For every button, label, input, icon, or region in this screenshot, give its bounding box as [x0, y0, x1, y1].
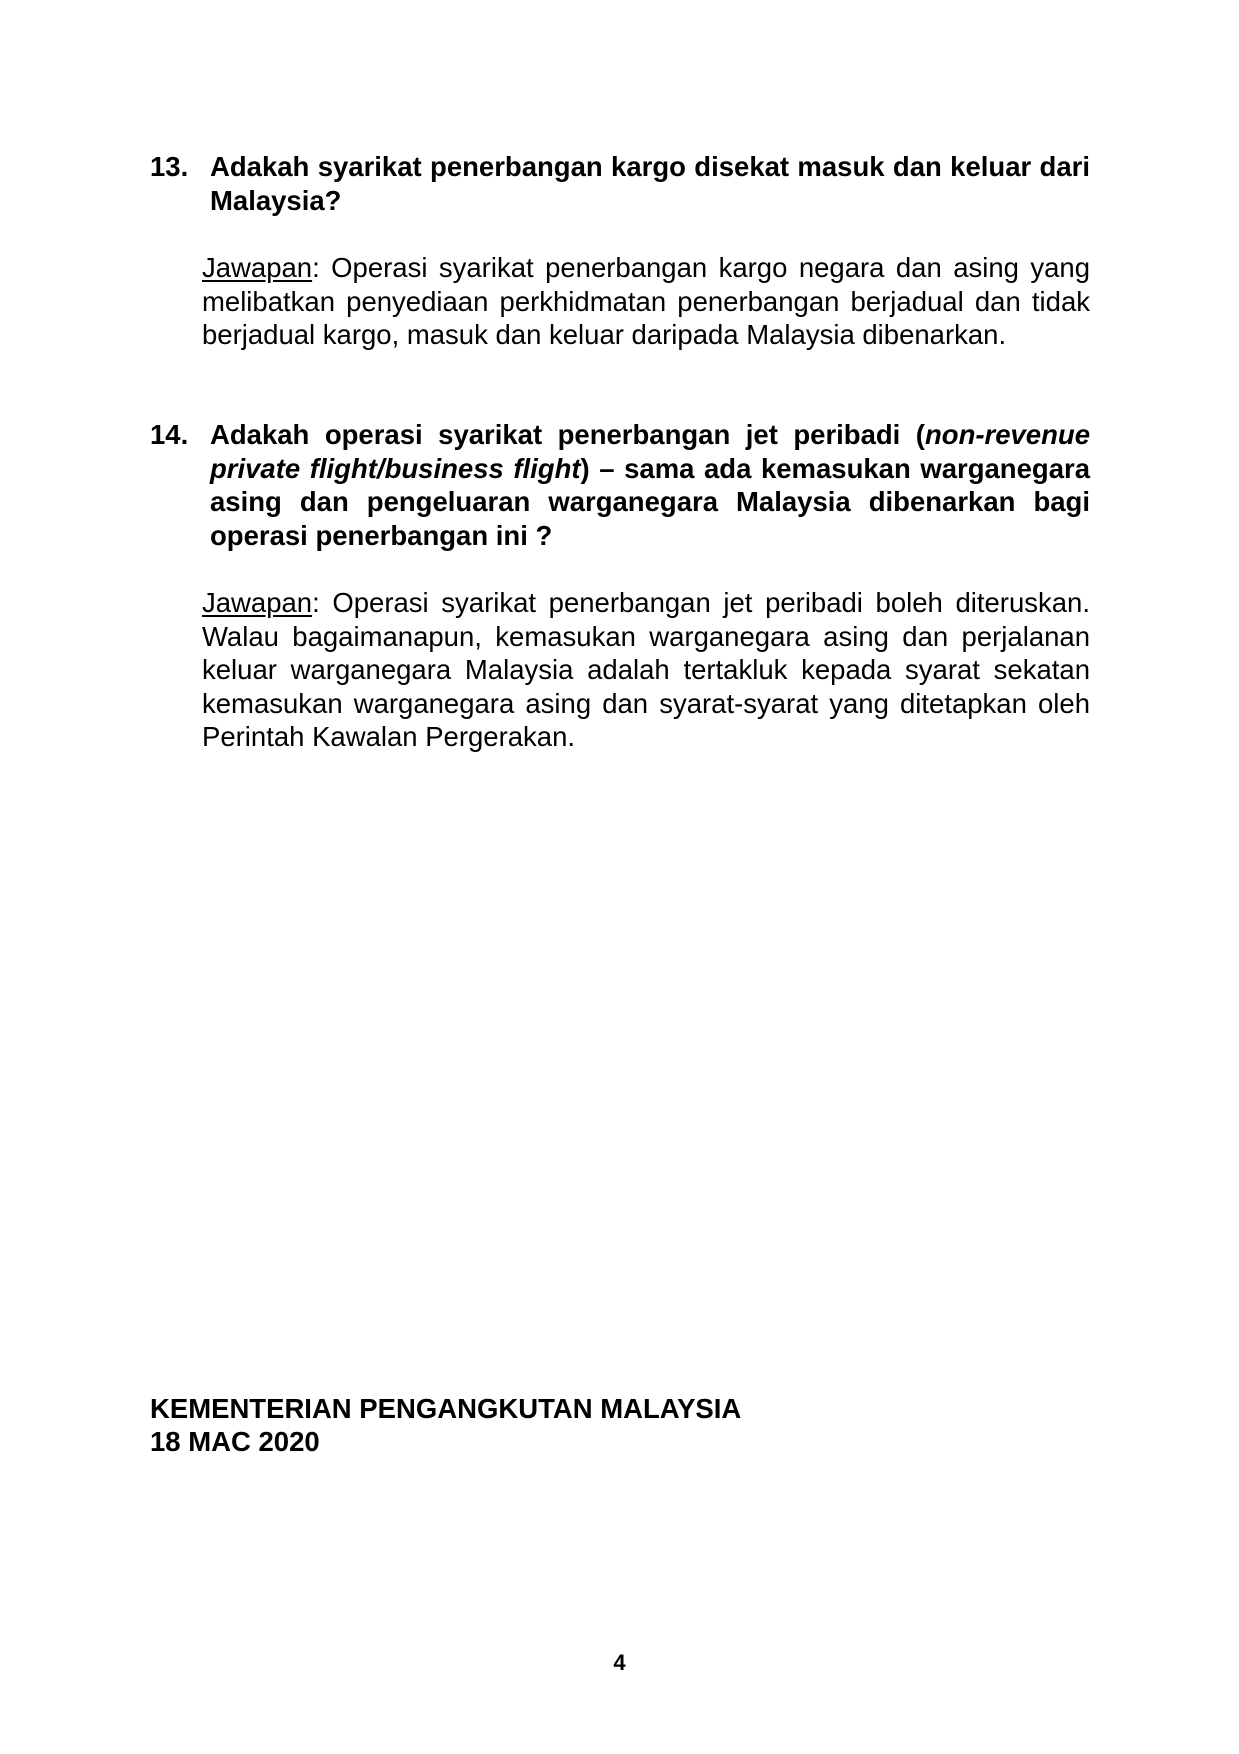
- answer-label: Jawapan: [202, 252, 313, 283]
- footer-signature: [150, 1392, 741, 1458]
- answer-14: [202, 586, 1090, 754]
- question-text-italic: non-revenue private flight/business flight: [210, 419, 1090, 484]
- question-13: [150, 150, 1090, 217]
- qa-item-13: [150, 150, 1090, 352]
- answer-13: [202, 251, 1090, 352]
- question-text: [210, 418, 1090, 552]
- answer-label: Jawapan: [202, 587, 313, 618]
- page-number: 4: [613, 1650, 626, 1675]
- answer-separator: :: [312, 587, 320, 618]
- footer-date: 18 MAC 2020: [150, 1426, 320, 1457]
- question-14: [150, 418, 1090, 552]
- answer-separator: :: [312, 252, 320, 283]
- footer-organization: KEMENTERIAN PENGANGKUTAN MALAYSIA: [150, 1393, 742, 1424]
- question-text-part2: ) – sama ada kemasukan warganegara asing dan pengeluaran warganegara Malaysia dibenarkan bagi operasi penerbangan ini ?: [210, 452, 1090, 551]
- answer-text: Operasi syarikat penerbangan kargo negara dan asing yang melibatkan penyediaan perkhidmatan penerbangan berjadual dan tidak berjadual kargo, masuk dan keluar daripada Malaysia dibenarkan.: [202, 252, 1090, 350]
- answer-text: Operasi syarikat penerbangan jet peribadi boleh diteruskan. Walau bagaimanapun, kemasukan warganegara asing dan perjalanan keluar warganegara Malaysia adalah tertakluk kepada syarat sekatan kemasukan warganegara asing dan syarat-syarat yang ditetapkan oleh Perintah Kawalan Pergerakan.: [202, 587, 1090, 752]
- question-text-part1: Adakah operasi syarikat penerbangan jet peribadi (: [210, 419, 925, 450]
- question-number: 14.: [150, 419, 189, 450]
- question-number: 13.: [150, 151, 189, 182]
- qa-item-14: [150, 418, 1090, 754]
- question-text: Adakah syarikat penerbangan kargo disekat masuk dan keluar dari Malaysia?: [210, 151, 1090, 216]
